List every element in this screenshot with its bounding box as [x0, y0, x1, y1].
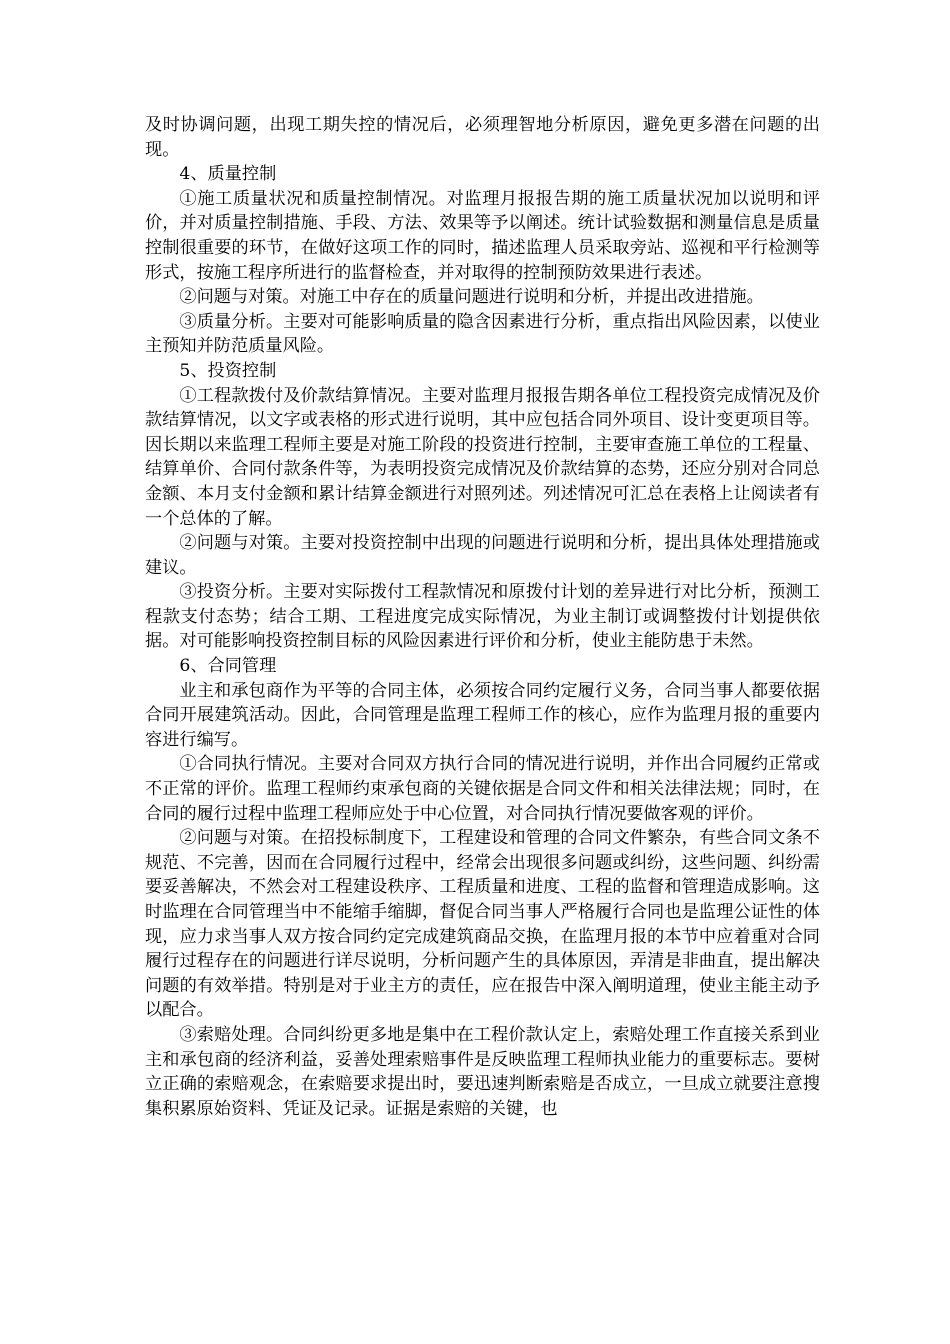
- paragraph-contract-intro: 业主和承包商作为平等的合同主体，必须按合同约定履行义务，合同当事人都要依据合同开展建筑活动。因此，合同管理是监理工程师工作的核心，应作为监理月报的重要内容进行编写。: [145, 680, 820, 750]
- section-heading-contract-management: 6、合同管理: [179, 656, 277, 677]
- paragraph-quality-status: ①施工质量状况和质量控制情况。对监理月报报告期的施工质量状况加以说明和评价，并对质量控制措施、手段、方法、效果等予以阐述。统计试验数据和测量信息是质量控制很重要的环节，在做好这项工作的同时，描述监理人员采取旁站、巡视和平行检测等形式，按施工程序所进行的监督检查，并对取得的控制预防效果进行表述。: [145, 188, 820, 283]
- paragraph-investment-problems: ②问题与对策。主要对投资控制中出现的问题进行说明和分析，提出具体处理措施或建议。: [145, 533, 820, 578]
- paragraph-claims-handling: ③索赔处理。合同纠纷更多地是集中在工程价款认定上，索赔处理工作直接关系到业主和承包商的经济利益，妥善处理索赔事件是反映监理工程师执业能力的重要标志。要树立正确的索赔观念，在索赔要求提出时，要迅速判断索赔是否成立，一旦成立就要注意搜集积累原始资料、凭证及记录。证据是索赔的关键，也: [145, 1024, 820, 1119]
- paragraph-quality-problems: ②问题与对策。对施工中存在的质量问题进行说明和分析，并提出改进措施。: [179, 287, 764, 308]
- paragraph-quality-analysis: ③质量分析。主要对可能影响质量的隐含因素进行分析，重点指出风险因素，以使业主预知并防范质量风险。: [145, 311, 820, 357]
- paragraph-contract-execution: ①合同执行情况。主要对合同双方执行合同的情况进行说明，并作出合同履约正常或不正常的评价。监理工程师约束承包商的关键依据是合同文件和相关法律法规；同时，在合同的履行过程中监理工程师应处于中心位置，对合同执行情况要做客观的评价。: [145, 754, 820, 824]
- section-heading-investment-control: 5、投资控制: [179, 360, 277, 381]
- paragraph-investment-analysis: ③投资分析。主要对实际拨付工程款情况和原拨付计划的差异进行对比分析，预测工程款支付态势；结合工期、工程进度完成实际情况，为业主制订或调整拨付计划提供依据。对可能影响投资控制目标的风险因素进行评价和分析，使业主能防患于未然。: [145, 582, 820, 652]
- paragraph-intro: 及时协调问题，出现工期失控的情况后，必须理智地分析原因，避免更多潜在问题的出现。: [145, 115, 820, 160]
- paragraph-contract-problems: ②问题与对策。在招投标制度下，工程建设和管理的合同文件繁杂，有些合同文条不规范、不完善，因而在合同履行过程中，经常会出现很多问题或纠纷，这些问题、纠纷需要妥善解决，不然会对工程建设秩序、工程质量和进度、工程的监督和管理造成影响。这时监理在合同管理当中不能缩手缩脚，督促合同当事人严格履行合同也是监理公证性的体现，应力求当事人双方按合同约定完成建筑商品交换，在监理月报的本节中应着重对合同履行过程存在的问题进行详尽说明，分析问题产生的具体原因，弄清是非曲直，提出解决问题的有效举措。特别是对于业主方的责任，应在报告中深入阐明道理，使业主能主动予以配合。: [145, 828, 820, 1021]
- section-heading-quality-control: 4、质量控制: [179, 164, 277, 185]
- paragraph-payment-status: ①工程款拨付及价款结算情况。主要对监理月报报告期各单位工程投资完成情况及价款结算情况，以文字或表格的形式进行说明，其中应包括合同外项目、设计变更项目等。因长期以来监理工程师主要是对施工阶段的投资进行控制，主要审查施工单位的工程量、结算单价、合同付款条件等，为表明投资完成情况及价款结算的态势，还应分别对合同总金额、本月支付金额和累计结算金额进行对照列述。列述情况可汇总在表格上让阅读者有一个总体的了解。: [145, 385, 820, 529]
- document-body: [145, 113, 820, 1121]
